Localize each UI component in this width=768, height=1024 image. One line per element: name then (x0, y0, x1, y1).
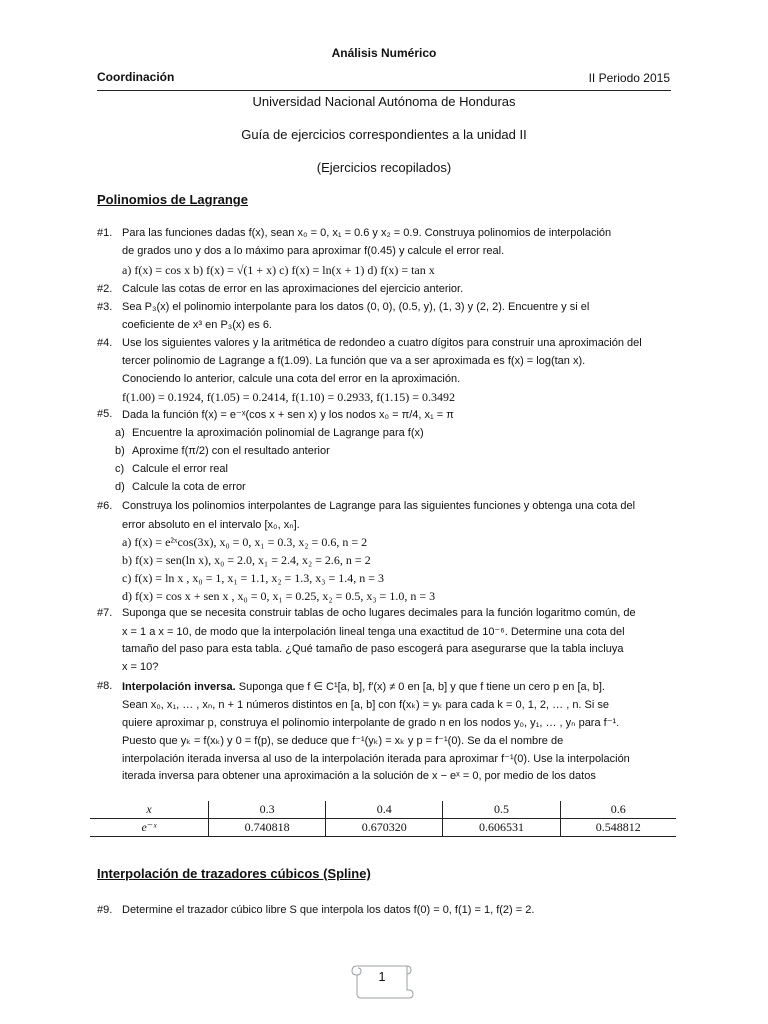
exercise-8-line-2: Sean x₀, x₁, … , xₙ, n + 1 números distintos en [a, b] con f(xₖ) = yₖ para cada k = 0, 1, 2, … , n. Si se (122, 699, 610, 711)
exercise-7-line-4: x = 10? (122, 661, 159, 673)
exercise-8-heading: Interpolación inversa. (122, 681, 236, 693)
exercise-5-item-d: Calcule la cota de error (132, 481, 246, 493)
exercise-5-item-b-mark: b) (115, 445, 125, 457)
exercise-1-number: #1. (97, 227, 113, 239)
exercise-5-item-d-mark: d) (115, 481, 125, 493)
exercise-5-item-c: Calcule el error real (132, 463, 228, 475)
table-cell: 0.548812 (560, 819, 676, 837)
header-rule (97, 90, 671, 91)
exercise-6-function-d: d) f(x) = cos x + sen x , x₀ = 0, x₁ = 0.25, x₂ = 0.5, x₃ = 1.0, n = 3 (122, 589, 436, 603)
header-right: II Periodo 2015 (588, 71, 670, 85)
exercise-4-line-2: tercer polinomio de Lagrange a f(1.09). La función que va a ser aproximada es f(x) = log(tan x). (122, 355, 586, 367)
exercise-1-line-1: Para las funciones dadas f(x), sean x₀ = 0, x₁ = 0.6 y x₂ = 0.9. Construya polinomios de interpolación (122, 227, 612, 239)
table-cell: 0.3 (209, 801, 326, 819)
exercise-7-line-1: Suponga que se necesita construir tablas de ocho lugares decimales para la función logaritmo común, de (122, 607, 636, 619)
exercise-3-number: #3. (97, 301, 113, 313)
exercise-6-number: #6. (97, 500, 113, 512)
inverse-interpolation-table (90, 801, 676, 837)
exercise-1-functions: a) f(x) = cos x b) f(x) = √(1 + x) c) f(x) = ln(x + 1) d) f(x) = tan x (122, 263, 435, 277)
exercise-7-line-3: tamaño del paso para esta tabla. ¿Qué tamaño de paso escogerá para asegurarse que la tabla incluya (122, 643, 624, 655)
exercise-6-function-c: c) f(x) = ln x , x₀ = 1, x₁ = 1.1, x₂ = 1.3, x₃ = 1.4, n = 3 (122, 571, 384, 585)
exercise-5-number: #5. (97, 408, 113, 420)
table-cell: 0.6 (560, 801, 676, 819)
table-row-label-ex: e⁻ˣ (141, 820, 157, 834)
university-title: Universidad Nacional Autónoma de Honduras (252, 94, 516, 109)
header-left: Coordinación (97, 70, 175, 84)
table-cell: 0.740818 (209, 819, 326, 837)
table-cell: 0.670320 (326, 819, 443, 837)
exercise-6-function-a: a) f(x) = e²ˣcos(3x), x₀ = 0, x₁ = 0.3, x₂ = 0.6, n = 2 (122, 535, 368, 549)
exercise-6-function-b: b) f(x) = sen(ln x), x₀ = 2.0, x₁ = 2.4, x₂ = 2.6, n = 2 (122, 553, 371, 567)
exercise-5-item-b: Aproxime f(π/2) con el resultado anterior (132, 445, 330, 457)
compiled-title: (Ejercicios recopilados) (316, 160, 452, 175)
guide-title: Guía de ejercicios correspondientes a la unidad II (241, 127, 527, 142)
table-row (90, 801, 676, 819)
exercise-2-number: #2. (97, 283, 113, 295)
exercise-6-line-2: error absoluto en el intervalo [x₀, xₙ]. (122, 519, 300, 531)
exercise-5-line-1: Dada la función f(x) = e⁻ˣ(cos x + sen x) y los nodos x₀ = π/4, x₁ = π (122, 409, 454, 421)
table-cell: 0.5 (443, 801, 560, 819)
exercise-7-number: #7. (97, 607, 113, 619)
exercise-6-line-1: Construya los polinomios interpolantes de Lagrange para las siguientes funciones y obtenga una cota del (122, 500, 636, 512)
exercise-9-number: #9. (97, 904, 113, 916)
exercise-4-line-3: Conociendo lo anterior, calcule una cota del error en la aproximación. (122, 373, 461, 385)
exercise-8-line-5: interpolación iterada inversa al uso de la interpolación iterada para aproximar f⁻¹(0). Use la interpolación (122, 753, 630, 765)
table-cell: 0.606531 (443, 819, 560, 837)
exercise-8-line-1-text: Suponga que f ∈ C¹[a, b], f′(x) ≠ 0 en [a, b] y que f tiene un cero p en [a, b]. (235, 681, 605, 693)
section-lagrange: Polinomios de Lagrange (97, 192, 248, 207)
exercise-8-line-3: quiere aproximar p, construya el polinomio interpolante de grado n en los nodos y₀, y₁, … , yₙ para f⁻¹. (122, 717, 620, 729)
exercise-9-line-1: Determine el trazador cúbico libre S que interpola los datos f(0) = 0, f(1) = 1, f(2) = 2. (122, 904, 535, 916)
page-number: 1 (378, 969, 386, 984)
table-cell: 0.4 (326, 801, 443, 819)
exercise-2-line-1: Calcule las cotas de error en las aproximaciones del ejercicio anterior. (122, 283, 464, 295)
exercise-4-number: #4. (97, 337, 113, 349)
exercise-1-line-2: de grados uno y dos a lo máximo para aproximar f(0.45) y calcule el error real. (122, 245, 505, 257)
exercise-8-line-4: Puesto que yₖ = f(xₖ) y 0 = f(p), se deduce que f⁻¹(yₖ) = xₖ y p = f⁻¹(0). Se da el nombre de (122, 735, 564, 747)
exercise-4-line-1: Use los siguientes valores y la aritmética de redondeo a cuatro dígitos para construir una aproximación del (122, 337, 642, 349)
table-row-label-x: x (90, 801, 209, 819)
exercise-8-line-1 (122, 680, 605, 693)
table-row (90, 819, 676, 837)
exercise-3-line-2: coeficiente de x³ en P₃(x) es 6. (122, 319, 272, 331)
exercise-3-line-1: Sea P₃(x) el polinomio interpolante para los datos (0, 0), (0.5, y), (1, 3) y (2, 2). Encuentre y si el (122, 301, 590, 313)
exercise-5-item-c-mark: c) (115, 463, 125, 475)
exercise-4-values: f(1.00) = 0.1924, f(1.05) = 0.2414, f(1.10) = 0.2933, f(1.15) = 0.3492 (122, 390, 456, 404)
exercise-7-line-2: x = 1 a x = 10, de modo que la interpolación lineal tenga una exactitud de 10⁻⁶. Determine una cota del (122, 626, 625, 638)
exercise-8-line-6: iterada inversa para obtener una aproximación a la solución de x − eˣ = 0, por medio de los datos (122, 770, 596, 782)
section-spline: Interpolación de trazadores cúbicos (Spline) (97, 866, 371, 881)
exercise-8-number: #8. (97, 680, 113, 692)
exercise-5-item-a: Encuentre la aproximación polinomial de Lagrange para f(x) (132, 427, 424, 439)
course-title: Análisis Numérico (331, 46, 437, 60)
exercise-5-item-a-mark: a) (115, 427, 125, 439)
